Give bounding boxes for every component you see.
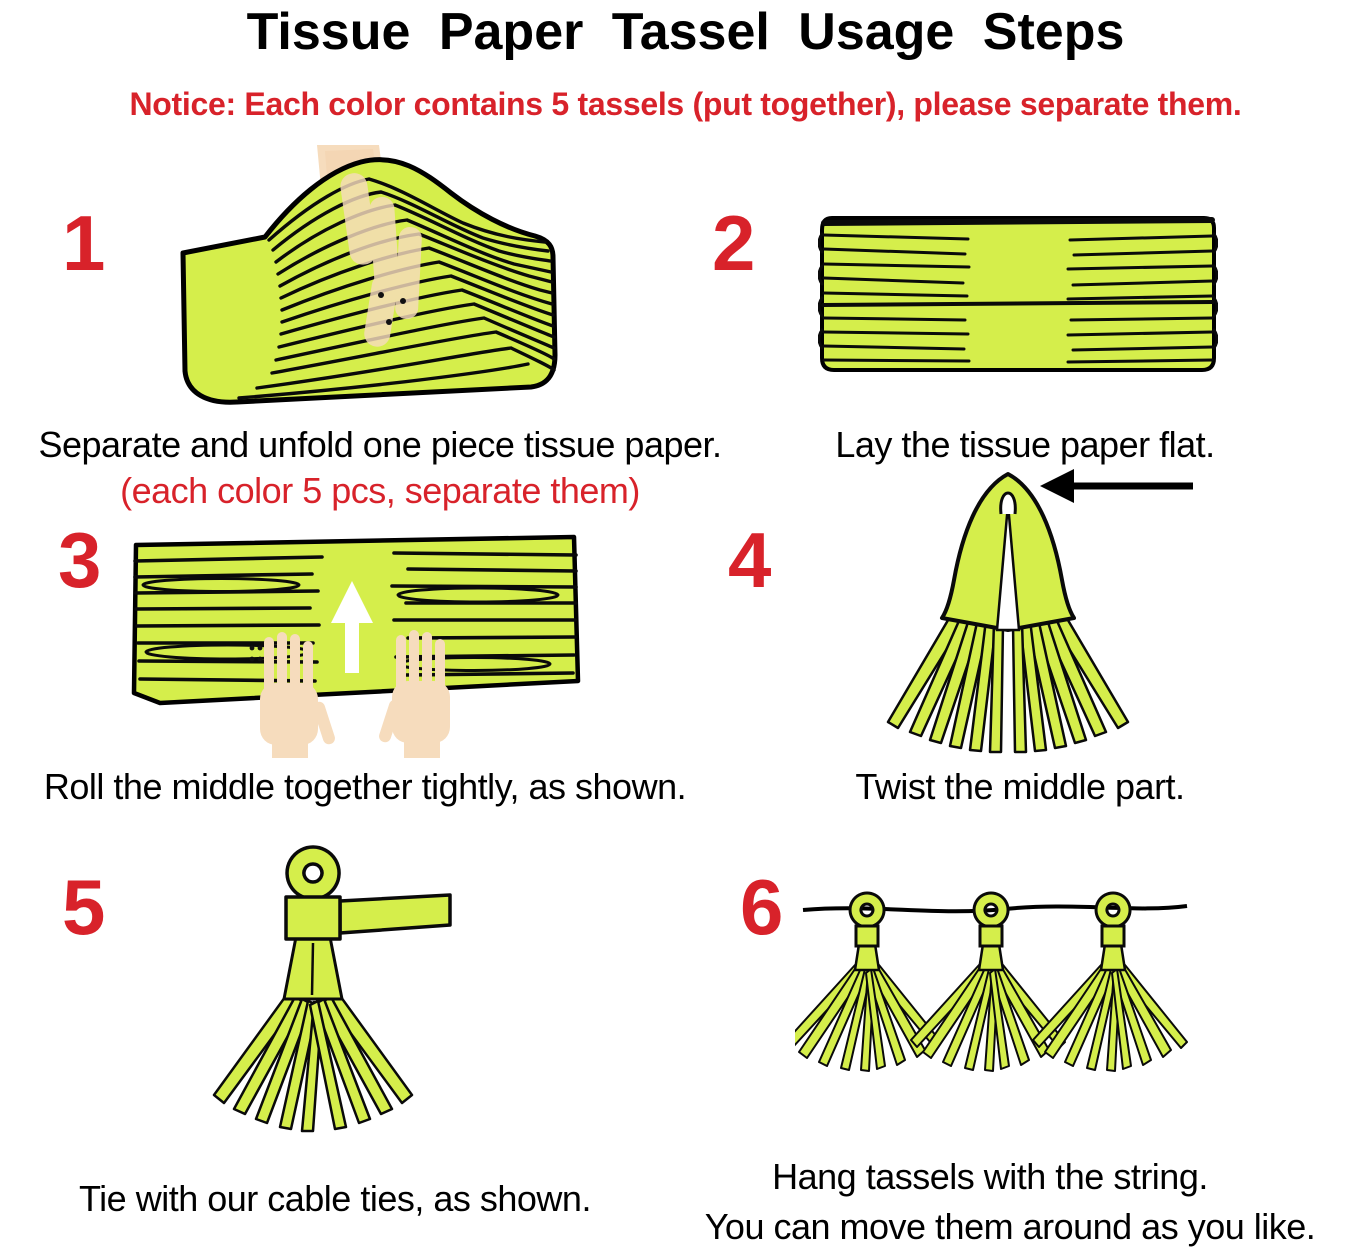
page-title: Tissue Paper Tassel Usage Steps — [246, 3, 1125, 61]
step-6-caption: Hang tassels with the string. — [772, 1156, 1208, 1197]
step-3-caption: Roll the middle together tightly, as shown. — [43, 766, 687, 807]
notice-text: Notice: Each color contains 5 tassels (put together), please separate them. — [129, 86, 1242, 122]
step-6-number: 6 — [740, 863, 784, 951]
step-6-illustration tassels-on-string-icon — [795, 878, 1195, 1096]
step-3-illustration hands-rolling-middle-icon — [126, 533, 591, 758]
step-1-illustration hand-holding-folded-tissue-icon — [165, 145, 563, 417]
loop-icon — [287, 847, 339, 899]
step-2-caption: Lay the tissue paper flat. — [835, 424, 1215, 465]
pointer-arrow-icon — [1040, 469, 1193, 503]
step-4-illustration twisted-tassel-icon — [858, 460, 1206, 762]
step-1-subcaption: (each color 5 pcs, separate them) — [120, 470, 640, 511]
step-5-caption: Tie with our cable ties, as shown. — [79, 1178, 591, 1219]
step-2-number: 2 — [712, 199, 756, 287]
step-5-illustration tassel-with-cable-tie-icon — [198, 833, 470, 1145]
cable-tie-icon — [286, 895, 450, 939]
step-4-number: 4 — [728, 516, 772, 604]
step-4-caption: Twist the middle part. — [855, 766, 1185, 807]
step-1-number: 1 — [62, 199, 106, 287]
step-2-illustration flat-tissue-paper-icon — [818, 208, 1218, 382]
step-1-caption: Separate and unfold one piece tissue paper. — [38, 424, 722, 465]
step-5-number: 5 — [62, 863, 106, 951]
step-6-caption-line2: You can move them around as you like. — [704, 1206, 1316, 1247]
step-3-number: 3 — [58, 516, 102, 604]
